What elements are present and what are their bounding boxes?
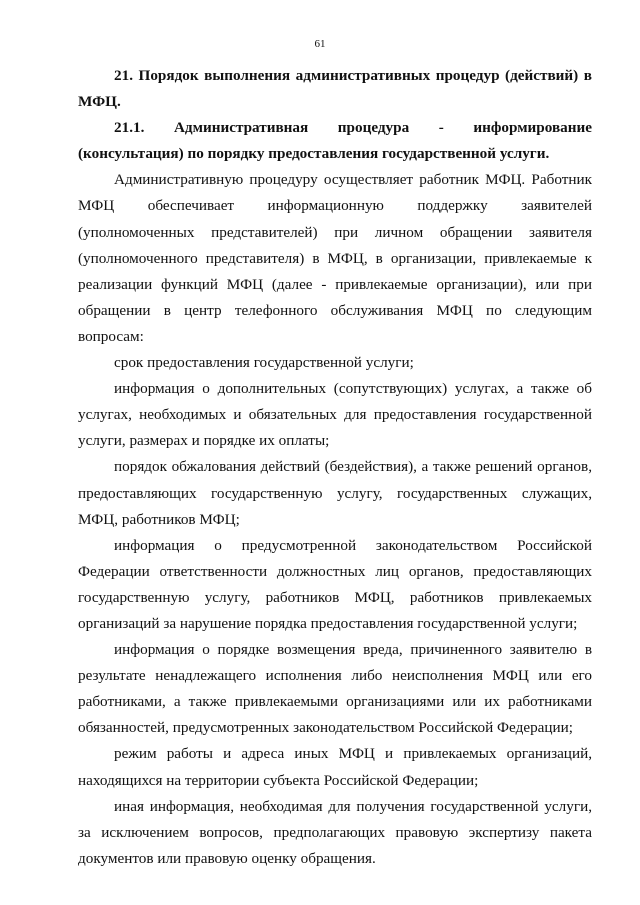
paragraph-intro: Административную процедуру осуществляет работник МФЦ. Работник МФЦ обеспечивает информационную поддержку заявителей (уполномоченных представителей) при личном обращении заявителя (уполномоченного представителя) в МФЦ, в организации, привлекаемые к реализации функций МФЦ (далее - привлекаемые организации), или при обращении в центр телефонного обслуживания МФЦ по следующим вопросам: xyxy=(78,171,592,345)
list-item-other-information: иная информация, необходимая для получения государственной услуги, за исключением вопросов, предполагающих правовую экспертизу пакета документов или правовую оценку обращения. xyxy=(78,797,592,867)
list-item-work-schedule: режим работы и адреса иных МФЦ и привлекаемых организаций, находящихся на территории субъекта Российской Федерации; xyxy=(78,745,592,789)
document-body xyxy=(78,63,592,872)
page-number: 61 xyxy=(314,38,326,50)
list-item-term: срок предоставления государственной услуги; xyxy=(114,354,414,372)
list-item-appeal-procedure: порядок обжалования действий (бездействия), а также решений органов, предоставляющих государственную услугу, государственных служащих, МФЦ, работников МФЦ; xyxy=(78,458,592,528)
subsection-heading: 21.1. Административная процедура - информирование (консультация) по порядку предоставления государственной услуги. xyxy=(78,119,592,163)
list-item-damage-compensation: информация о порядке возмещения вреда, причиненного заявителю в результате ненадлежащего исполнения либо неисполнения МФЦ или его работниками, а также привлекаемыми организациями или их работниками обязанностей, предусмотренных законодательством Российской Федерации; xyxy=(78,641,592,737)
list-item-additional-services: информация о дополнительных (сопутствующих) услугах, а также об услугах, необходимых и обязательных для предоставления государственной услуги, размерах и порядке их оплаты; xyxy=(78,380,592,450)
section-heading: 21. Порядок выполнения административных процедур (действий) в МФЦ. xyxy=(78,67,592,111)
list-item-liability: информация о предусмотренной законодательством Российской Федерации ответственности должностных лиц органов, предоставляющих государственную услугу, работников МФЦ, работников привлекаемых организаций за нарушение порядка предоставления государственной услуги; xyxy=(78,536,592,632)
